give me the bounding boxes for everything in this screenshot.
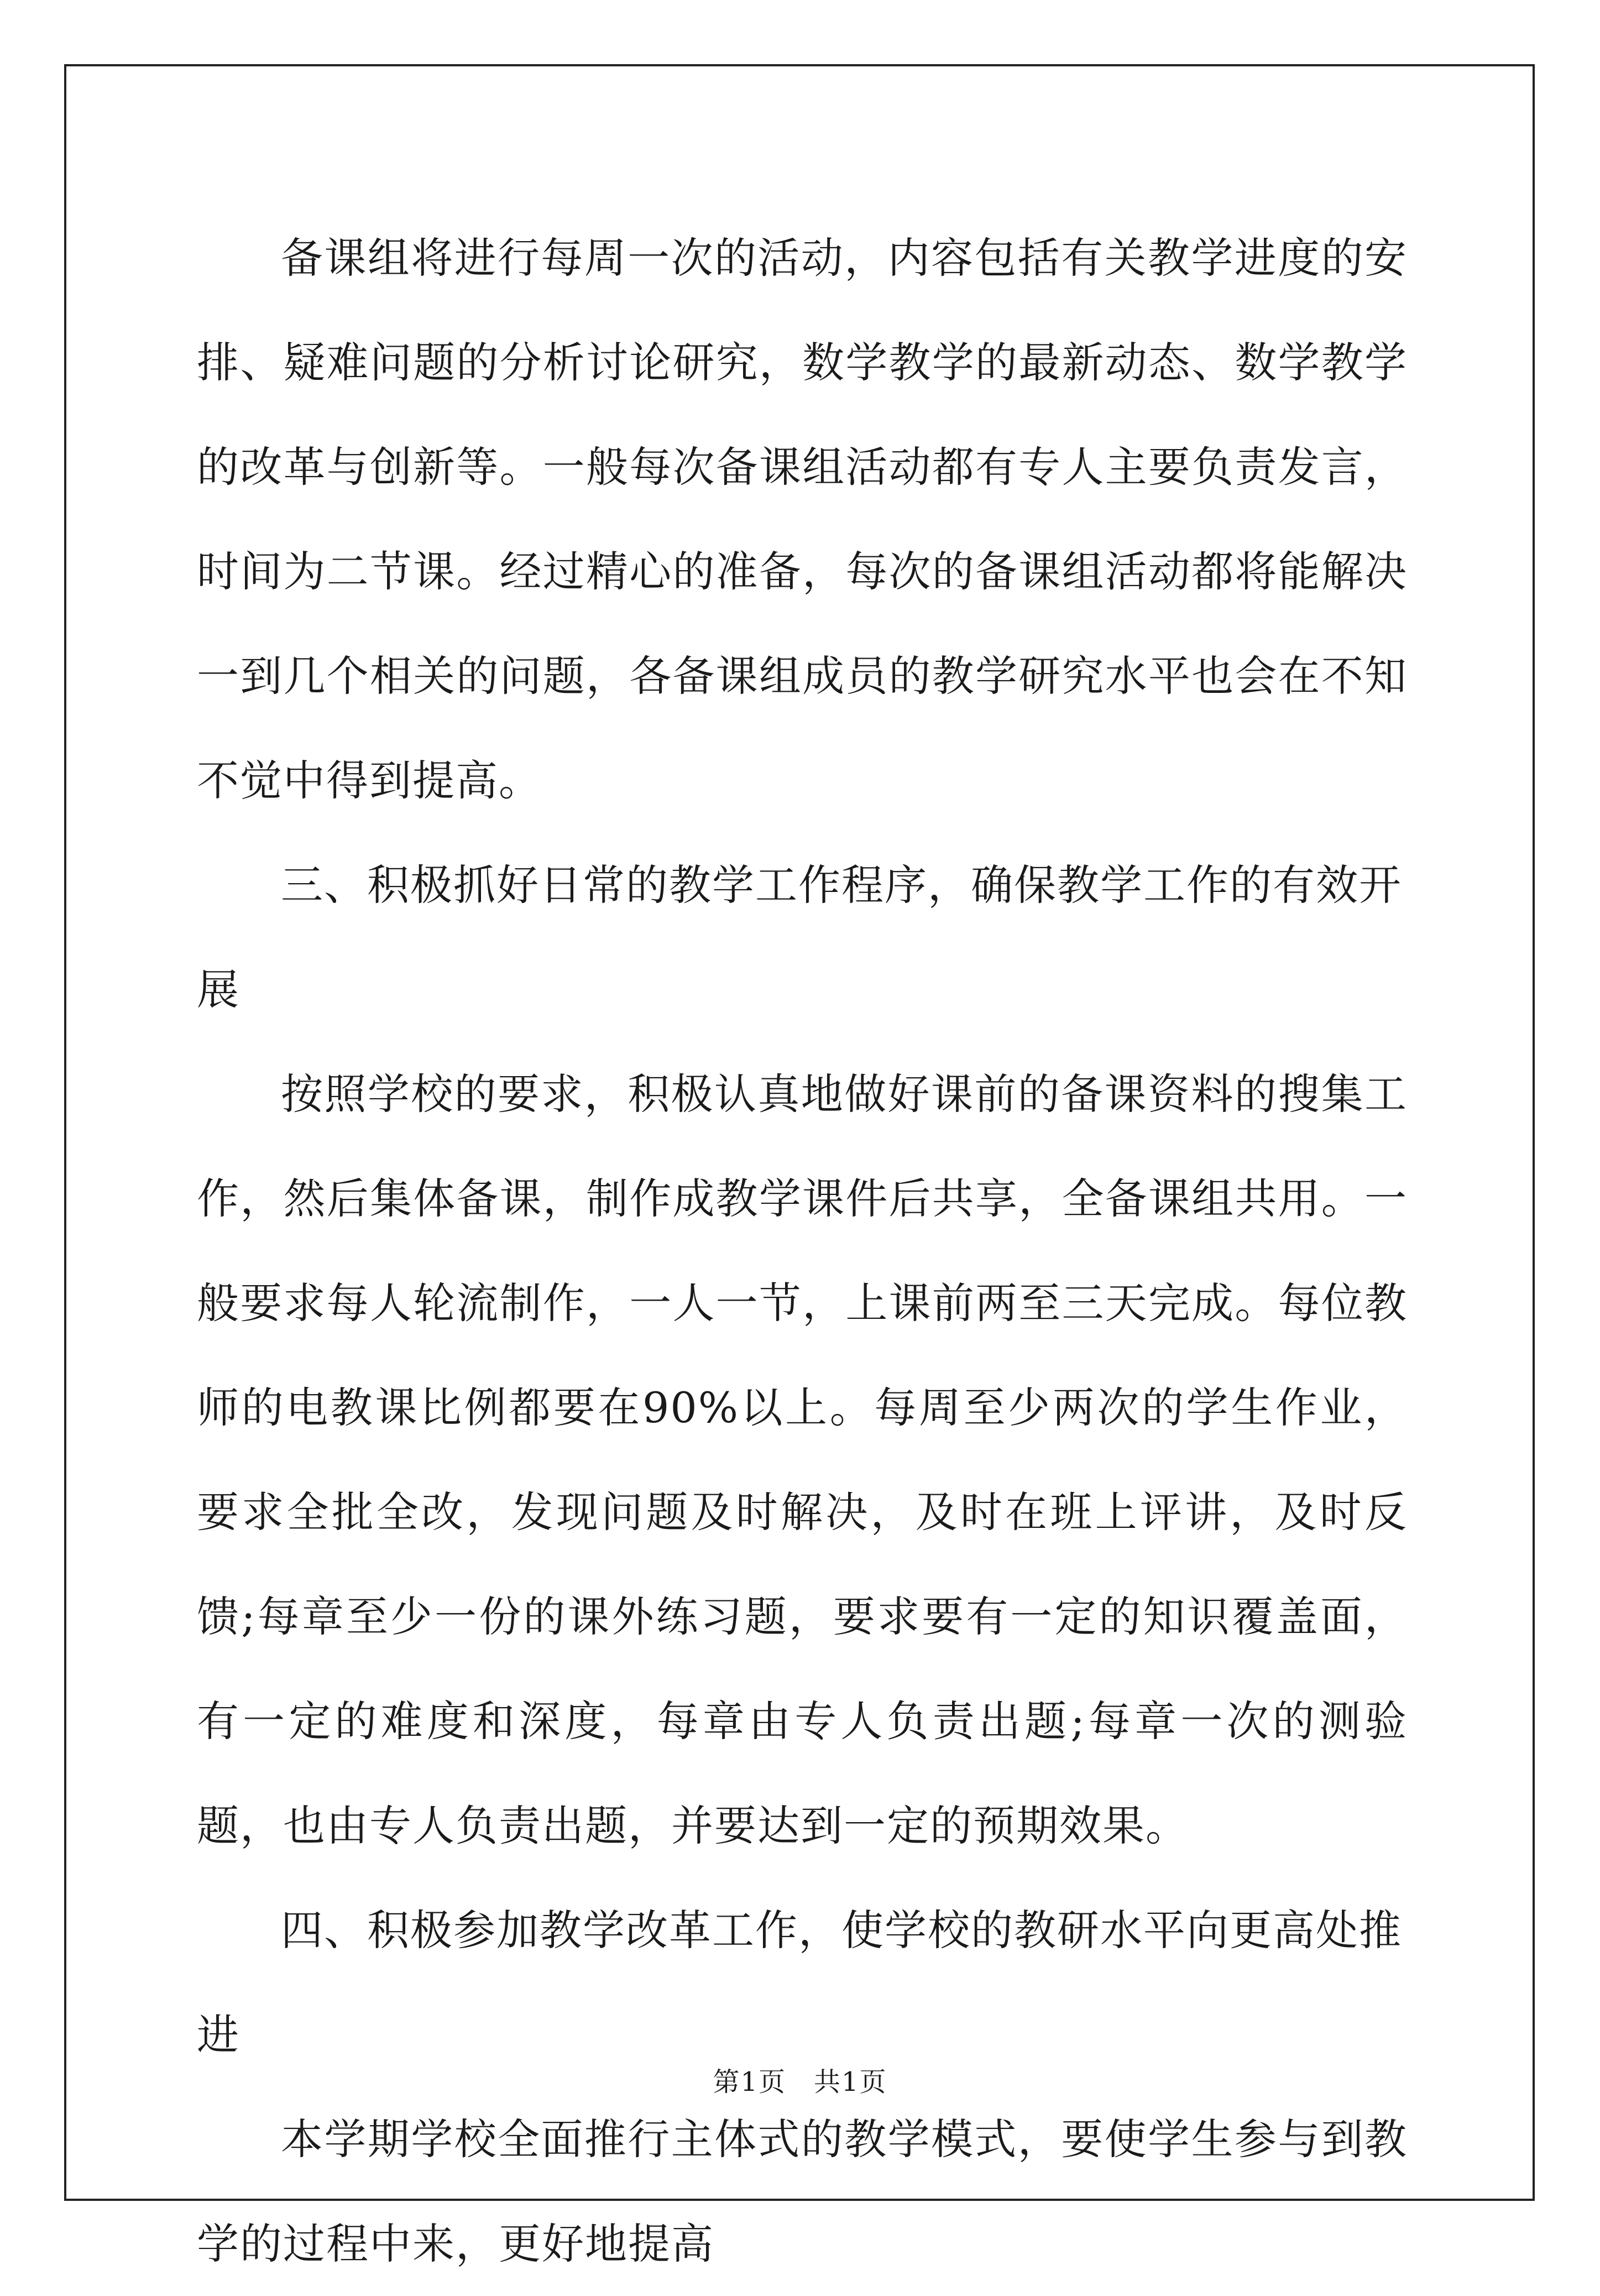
section-heading-three: 三、积极抓好日常的教学工作程序，确保教学工作的有效开展 bbox=[197, 860, 1402, 1014]
paragraph-teaching-reform: 本学期学校全面推行主体式的教学模式，要使学生参与到教学的过程中来，更好地提高 bbox=[197, 2115, 1408, 2268]
section-heading-four: 四、积极参加教学改革工作，使学校的教研水平向更高处推进 bbox=[197, 1906, 1402, 2059]
page-number-footer: 第1页 共1页 bbox=[713, 2067, 887, 2097]
document-body bbox=[197, 206, 1408, 2296]
paragraph-daily-teaching-procedure: 按照学校的要求，积极认真地做好课前的备课资料的搜集工作，然后集体备课，制作成教学课件后共享，全备课组共用。一般要求每人轮流制作，一人一节，上课前两至三天完成。每位教师的电教课比例都要在90%以上。每周至少两次的学生作业，要求全批全改，发现问题及时解决，及时在班上评讲，及时反馈;每章至少一份的课外练习题，要求要有一定的知识覆盖面，有一定的难度和深度，每章由专人负责出题;每章一次的测验题，也由专人负责出题，并要达到一定的预期效果。 bbox=[197, 1069, 1408, 1850]
paragraph-prep-group-activities: 备课组将进行每周一次的活动，内容包括有关教学进度的安排、疑难问题的分析讨论研究，数学教学的最新动态、数学教学的改革与创新等。一般每次备课组活动都有专人主要负责发言，时间为二节课。经过精心的准备，每次的备课组活动都将能解决一到几个相关的问题，各备课组成员的教学研究水平也会在不知不觉中得到提高。 bbox=[197, 233, 1408, 805]
